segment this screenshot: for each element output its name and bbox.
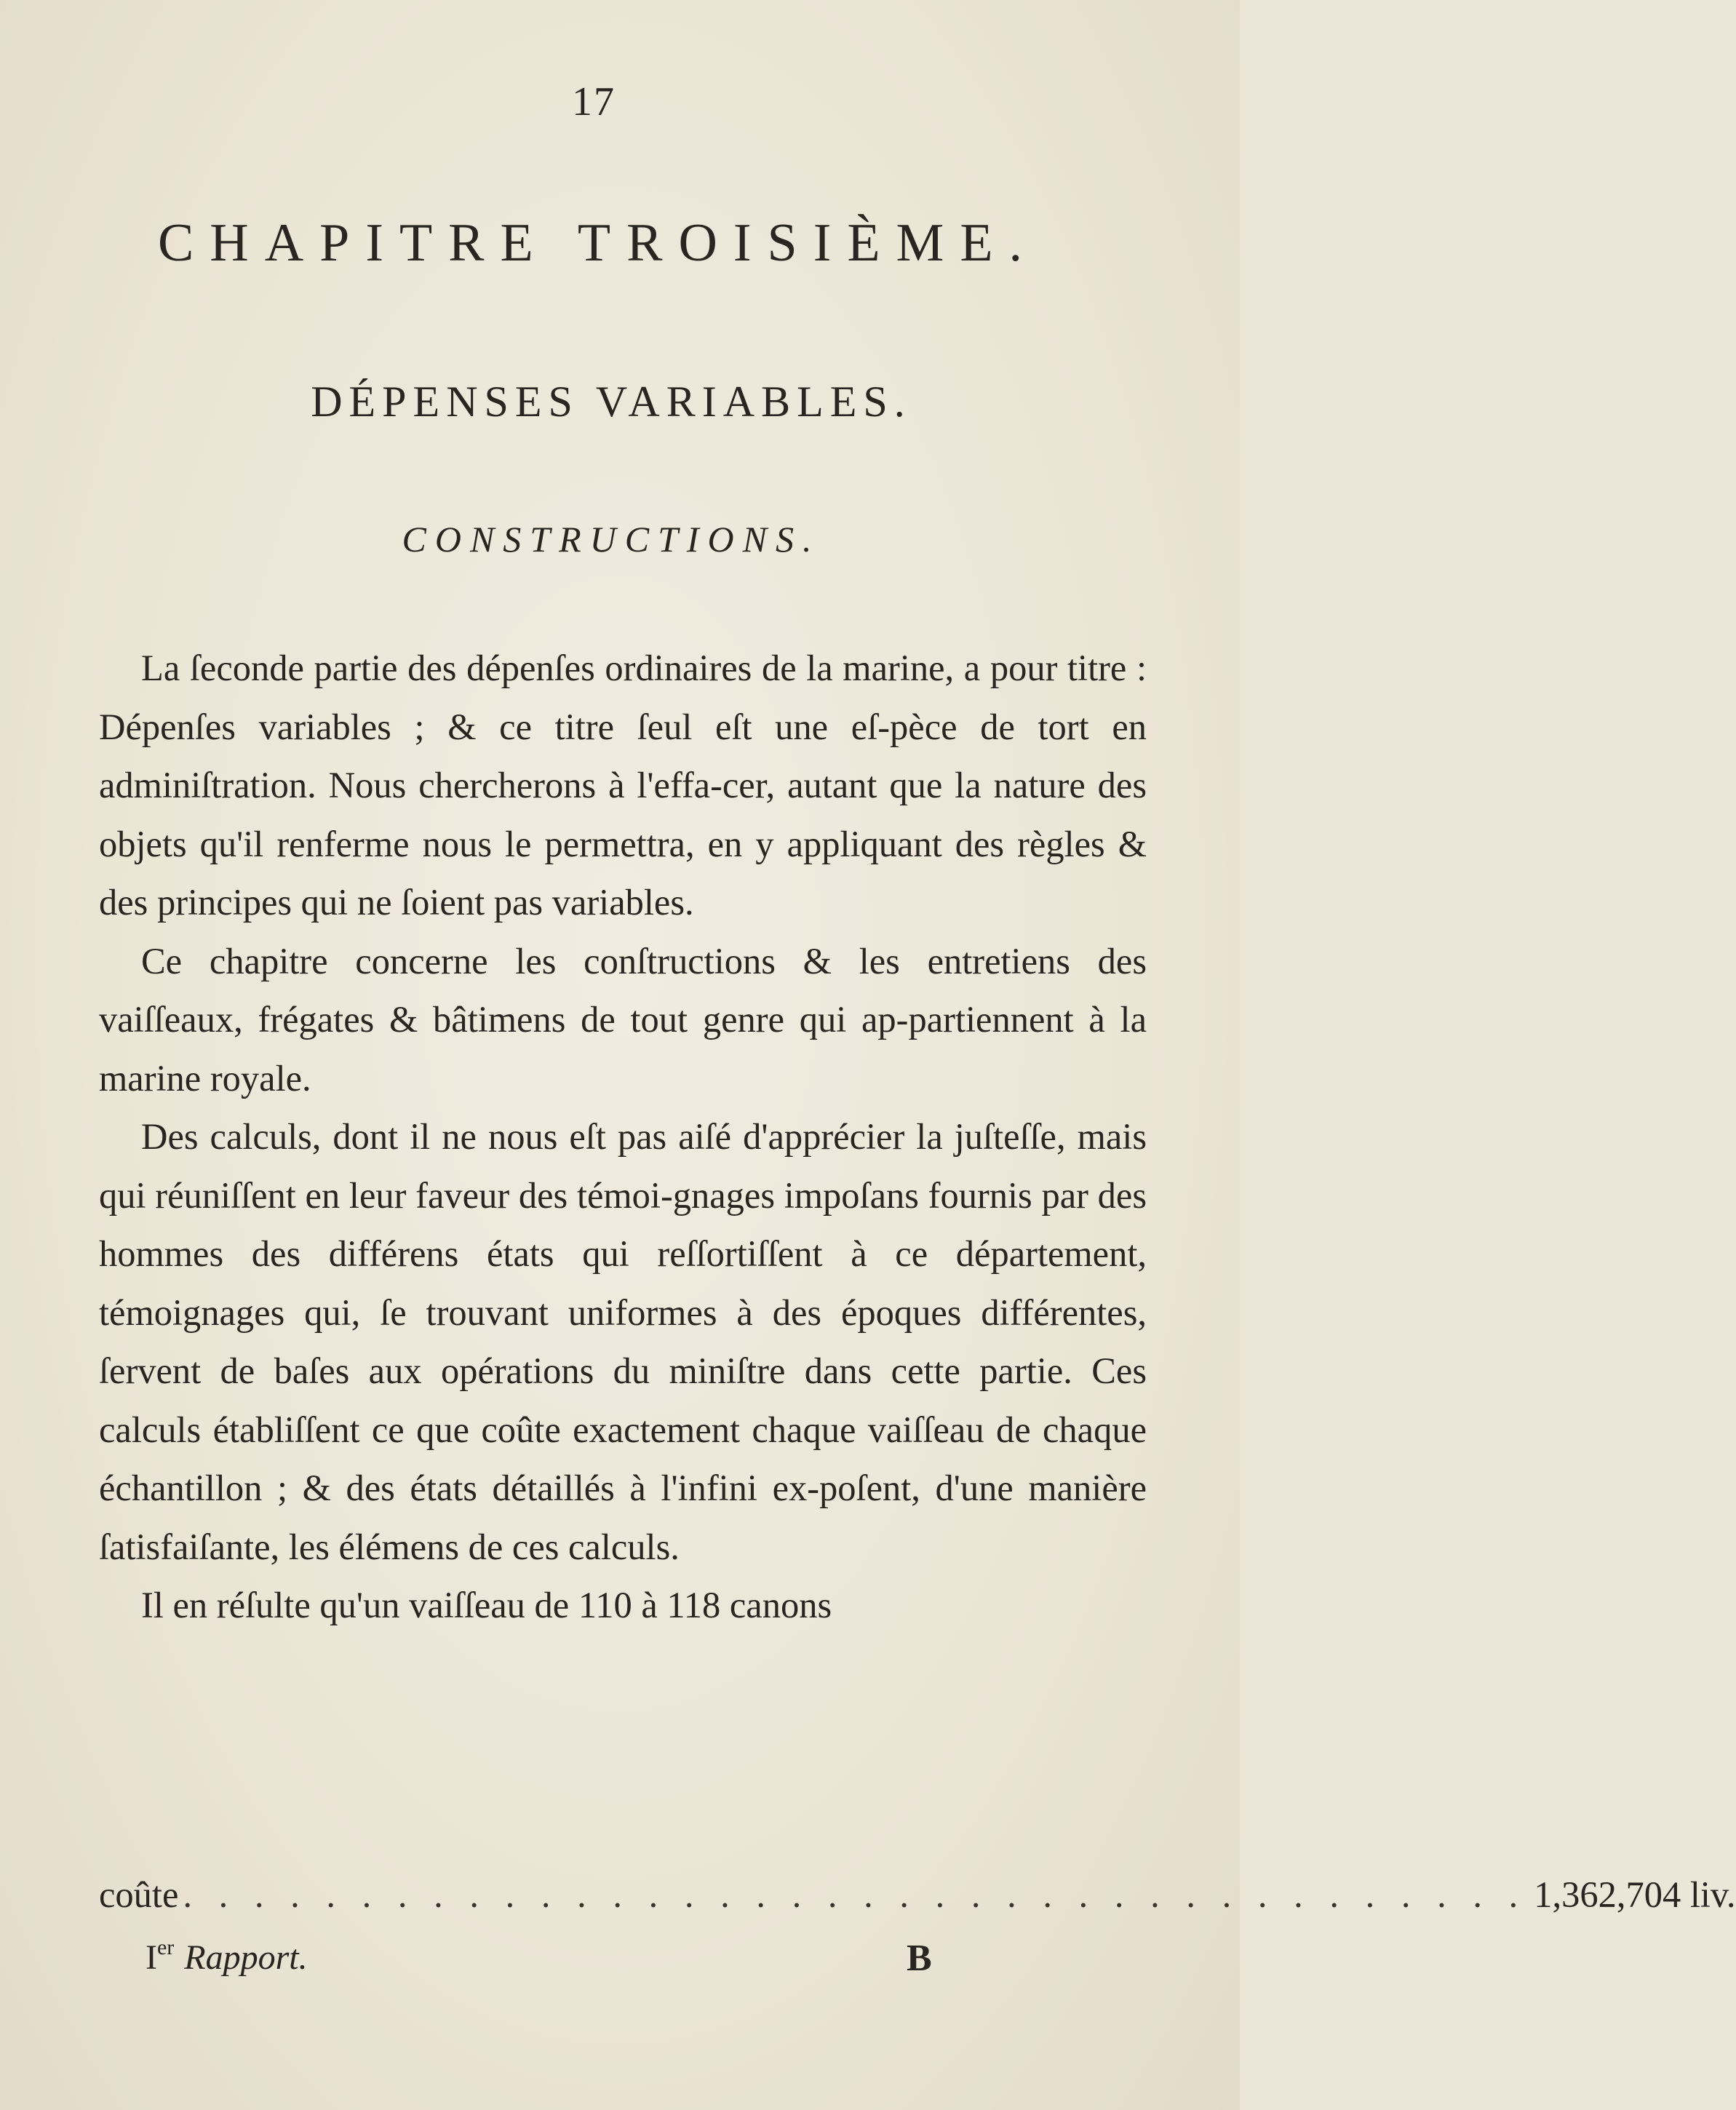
leader-dots: . . . . . . . . . . . . . . . . . . . . . . . . . . . . . . . . . . . . . . bbox=[183, 1874, 1527, 1915]
signature-number: I bbox=[146, 1938, 157, 1977]
signature-mark: B bbox=[907, 1938, 932, 1979]
price-label: coûte bbox=[99, 1874, 179, 1915]
chapter-title: CHAPITRE TROISIÈME. bbox=[157, 213, 1039, 273]
subsection-title: CONSTRUCTIONS. bbox=[402, 519, 821, 560]
section-title: DÉPENSES VARIABLES. bbox=[311, 378, 912, 426]
page-number: 17 bbox=[572, 79, 616, 124]
body-text bbox=[99, 639, 1147, 1635]
signature-text: Rapport. bbox=[184, 1938, 308, 1977]
paragraph: Il en réſulte qu'un vaiſſeau de 110 à 118 canons bbox=[141, 1585, 832, 1625]
paragraph: La ſeconde partie des dépenſes ordinaires de la marine, a pour titre : Dépenſes variables ; & ce titre ſeul eſt une eſ-pèce de tort en adminiſtration. Nous chercherons à l'effa-cer, autant que la nature des objets qu'il renferme nous le permettra, en y appliquant des règles & des principes qui ne ſoient pas variables. bbox=[99, 648, 1147, 923]
paragraph: Ce chapitre concerne les conſtructions & les entretiens des vaiſſeaux, frégates & bâtimens de tout genre qui ap-partiennent à la marine royale. bbox=[99, 940, 1147, 1099]
price-line bbox=[99, 1866, 1736, 1924]
signature-superscript: er bbox=[156, 1935, 175, 1959]
price-amount: 1,362,704 liv. bbox=[1534, 1874, 1736, 1915]
paragraph: Des calculs, dont il ne nous eſt pas aiſé d'apprécier la juſteſſe, mais qui réuniſſent en leur faveur des témoi-gnages impoſans fournis par des hommes des différens états qui reſſortiſſent à ce département, témoignages qui, ſe trouvant uniformes à des époques différentes, ſervent de baſes aux opérations du miniſtre dans cette partie. Ces calculs établiſſent ce que coûte exactement chaque vaiſſeau de chaque échantillon ; & des états détaillés à l'infini ex-poſent, d'une manière ſatisfaiſante, les élémens de ces calculs. bbox=[99, 1116, 1147, 1567]
footer-signature bbox=[146, 1935, 308, 1978]
